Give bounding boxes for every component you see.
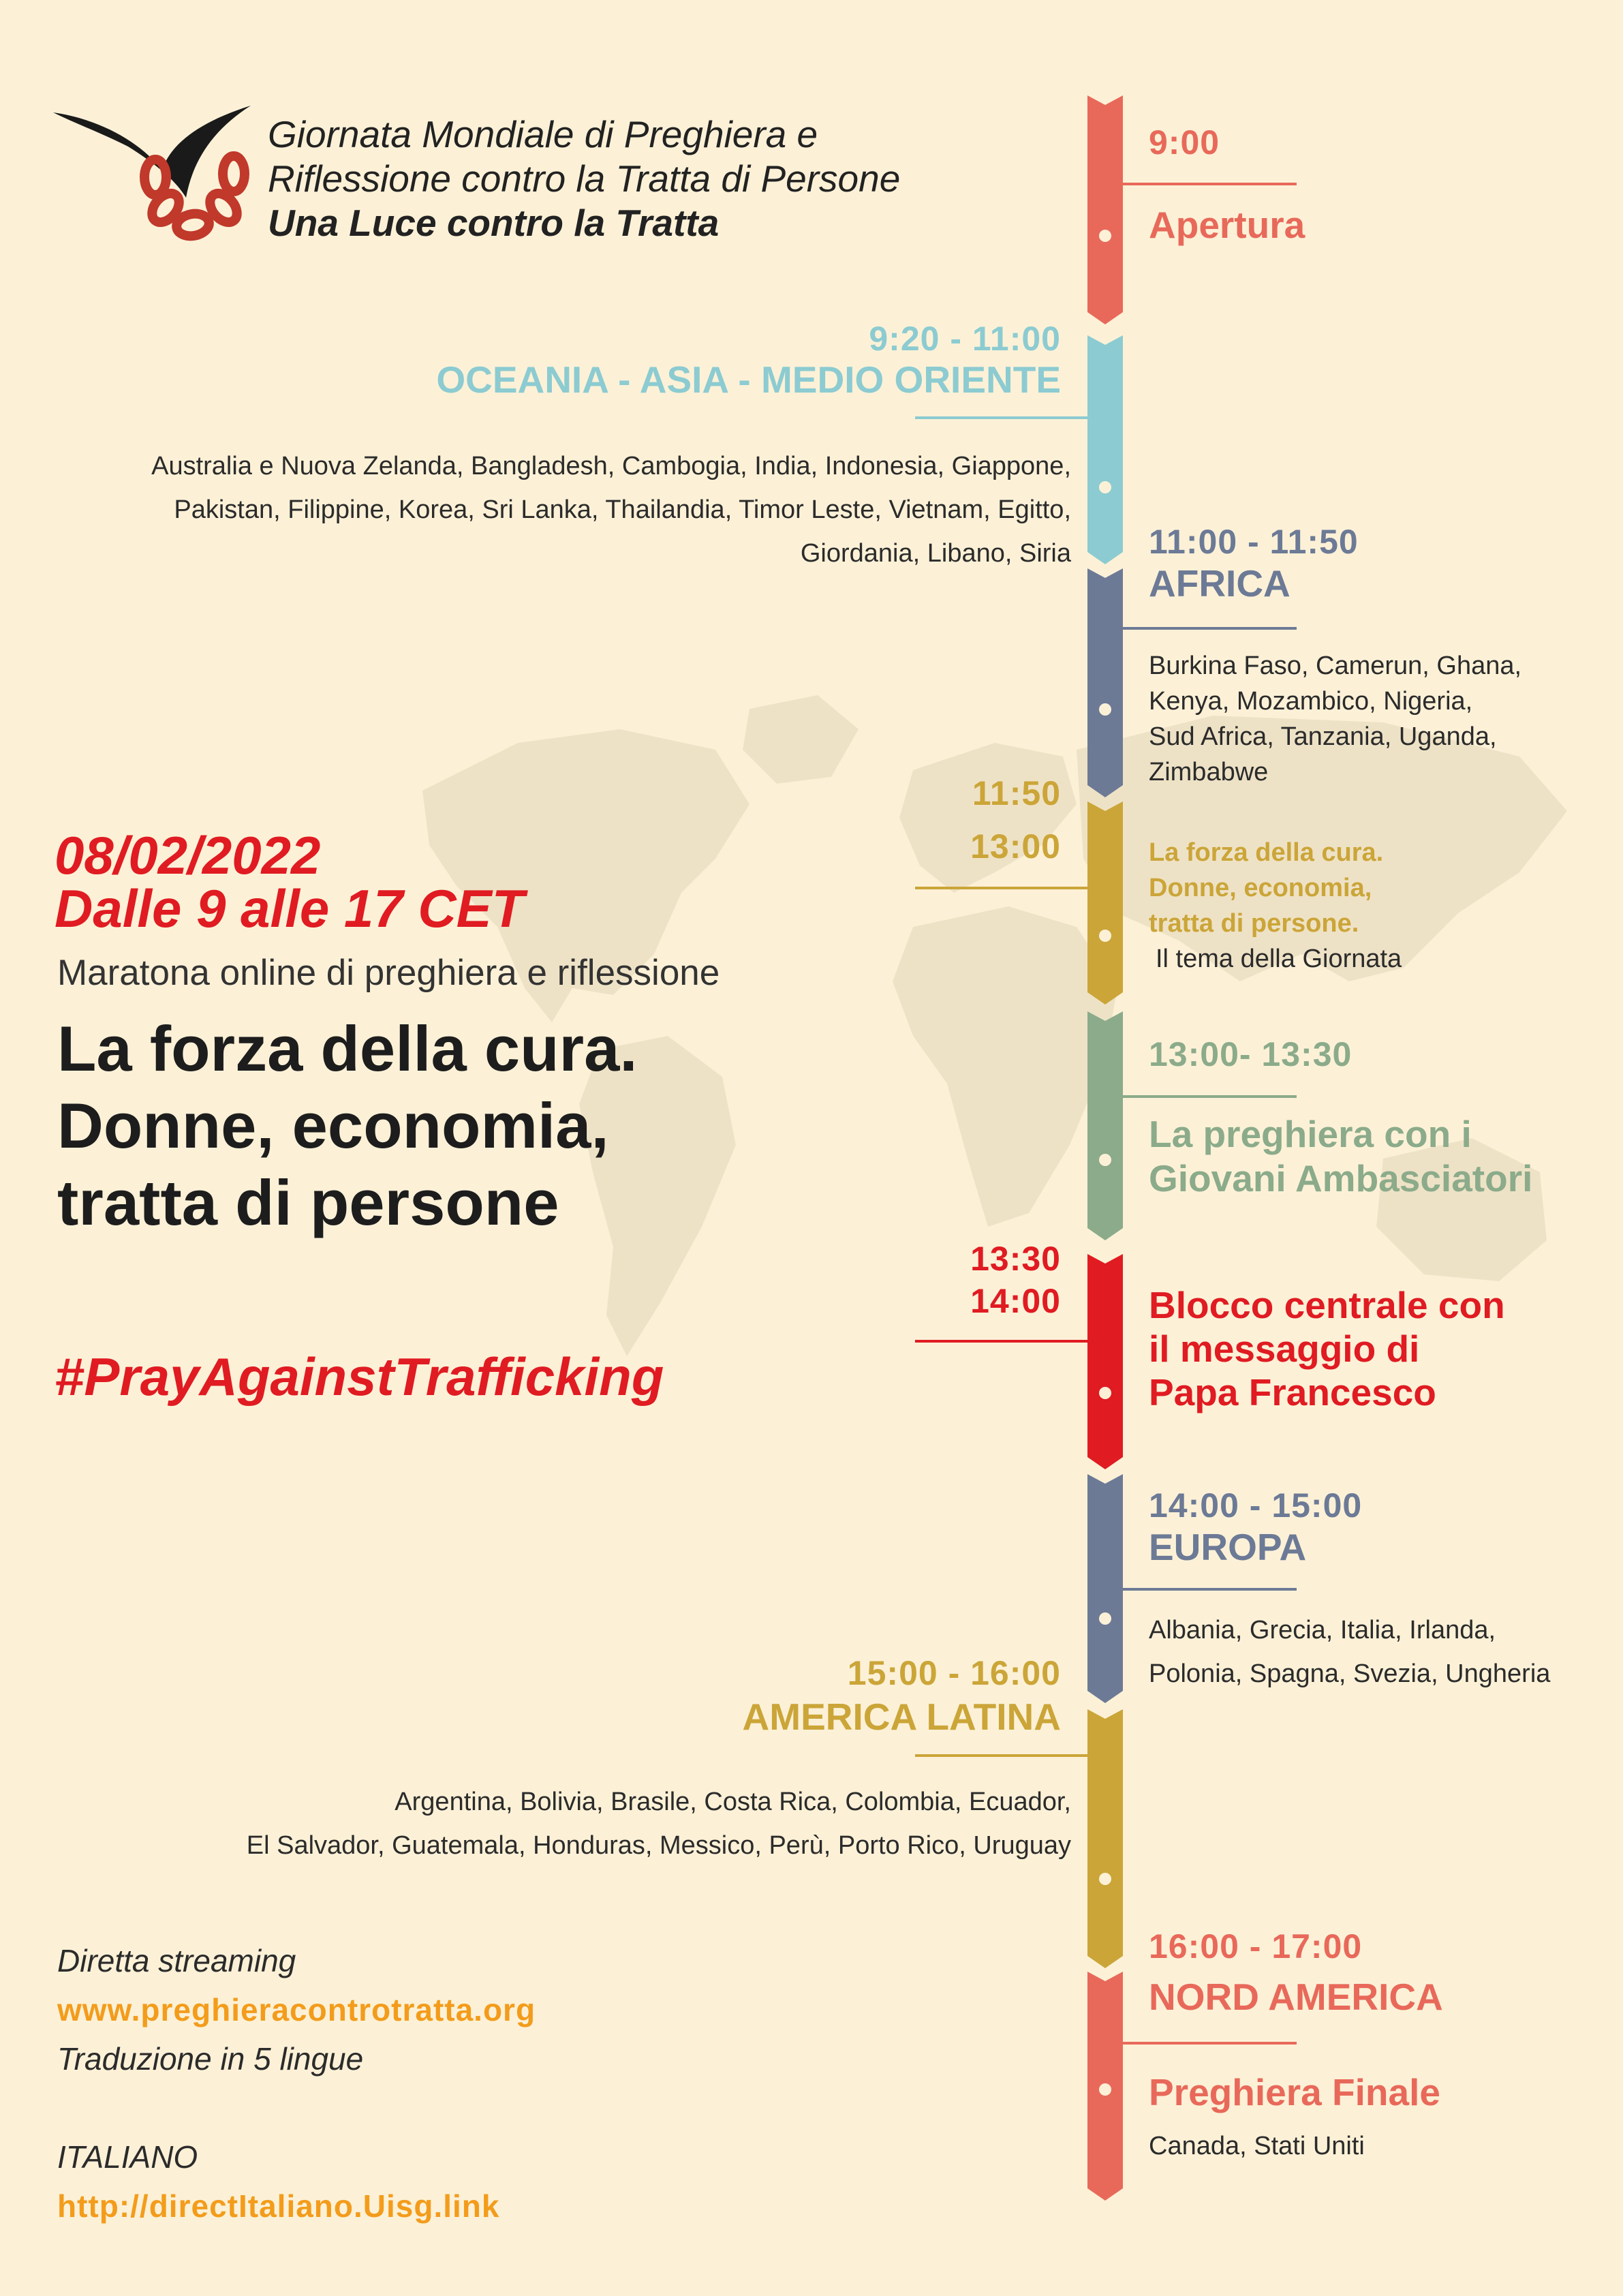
oceania-time: 9:20 - 11:00 xyxy=(869,320,1061,358)
timeline-dot xyxy=(1099,703,1111,716)
europe-countries-line: Polonia, Spagna, Svezia, Ungheria xyxy=(1149,1659,1551,1688)
event-date: 08/02/2022 xyxy=(55,825,321,885)
latam-countries-line: El Salvador, Guatemala, Honduras, Messico, Perù, Porto Rico, Uruguay xyxy=(246,1831,1071,1860)
africa-time: 11:00 - 11:50 xyxy=(1149,523,1359,561)
connector-line xyxy=(1123,1095,1297,1098)
hashtag: #PrayAgainstTrafficking xyxy=(55,1347,664,1407)
connector-line xyxy=(1123,1588,1297,1591)
africa-countries-line: Sud Africa, Tanzania, Uganda, xyxy=(1149,722,1497,751)
timeline-segment-central xyxy=(1087,1254,1123,1469)
language-link[interactable]: http://directItaliano.Uisg.link xyxy=(57,2188,500,2224)
oceania-countries-line: Pakistan, Filippine, Korea, Sri Lanka, Thailandia, Timor Leste, Vietnam, Egitto, xyxy=(174,495,1071,524)
europe-title: EUROPA xyxy=(1149,1526,1307,1568)
logo-bird-chain-icon xyxy=(53,106,251,256)
timeline-segment-opening xyxy=(1087,95,1123,324)
connector-line xyxy=(915,416,1087,419)
timeline-segment-africa xyxy=(1087,568,1123,797)
timeline-dot xyxy=(1099,1154,1111,1166)
africa-countries-line: Kenya, Mozambico, Nigeria, xyxy=(1149,687,1473,716)
oceania-countries-line: Giordania, Libano, Siria xyxy=(800,539,1071,568)
central-title-line: il messaggio di xyxy=(1149,1328,1420,1370)
event-hours: Dalle 9 alle 17 CET xyxy=(55,878,525,938)
timeline-dot xyxy=(1099,1873,1111,1885)
latam-time: 15:00 - 16:00 xyxy=(847,1654,1061,1692)
theme-time-start: 11:50 xyxy=(972,774,1061,812)
event-title-line: La forza della cura. xyxy=(57,1013,638,1084)
timeline-segment-europe xyxy=(1087,1474,1123,1703)
europe-time: 14:00 - 15:00 xyxy=(1149,1486,1363,1525)
event-title-line: Donne, economia, xyxy=(57,1090,609,1161)
header-title-line1: Giornata Mondiale di Preghiera e xyxy=(268,113,818,155)
header-subtitle: Una Luce contro la Tratta xyxy=(268,202,720,244)
language-label: ITALIANO xyxy=(57,2139,198,2175)
oceania-title: OCEANIA - ASIA - MEDIO ORIENTE xyxy=(436,358,1061,401)
youth-time: 13:00- 13:30 xyxy=(1149,1035,1352,1073)
connector-line xyxy=(915,1754,1087,1757)
connector-line xyxy=(915,887,1087,889)
theme-line: tratta di persone. xyxy=(1149,909,1359,938)
timeline-dot xyxy=(1099,2083,1111,2096)
timeline-segment-oceania xyxy=(1087,335,1123,564)
oceania-countries-line: Australia e Nuova Zelanda, Bangladesh, Cambogia, India, Indonesia, Giappone, xyxy=(151,452,1071,480)
website-link[interactable]: www.preghieracontrotratta.org xyxy=(57,1992,536,2027)
africa-shape xyxy=(893,906,1117,1227)
central-title-line: Blocco centrale con xyxy=(1149,1284,1505,1326)
theme-time-end: 13:00 xyxy=(970,827,1061,866)
latam-title: AMERICA LATINA xyxy=(742,1696,1061,1738)
connector-line xyxy=(1123,627,1297,630)
theme-line: Donne, economia, xyxy=(1149,874,1372,902)
timeline-dot xyxy=(1099,1387,1111,1399)
central-time-end: 14:00 xyxy=(970,1282,1061,1320)
africa-title: AFRICA xyxy=(1149,562,1290,604)
timeline-dot xyxy=(1099,230,1111,242)
youth-title-line: La preghiera con i xyxy=(1149,1113,1472,1155)
north-america-time: 16:00 - 17:00 xyxy=(1149,1927,1363,1965)
north-america-title: NORD AMERICA xyxy=(1149,1976,1443,2018)
timeline-dot xyxy=(1099,481,1111,493)
europe-countries-line: Albania, Grecia, Italia, Irlanda, xyxy=(1149,1616,1496,1644)
africa-countries-line: Zimbabwe xyxy=(1149,758,1269,786)
timeline-dot xyxy=(1099,930,1111,942)
timeline-segment-theme xyxy=(1087,801,1123,1005)
north-america-countries: Canada, Stati Uniti xyxy=(1149,2132,1365,2160)
connector-line xyxy=(1123,183,1297,185)
theme-note: Il tema della Giornata xyxy=(1156,945,1402,973)
opening-title: Apertura xyxy=(1149,204,1305,246)
timeline-segment-youth xyxy=(1087,1011,1123,1240)
timeline-segment-latam xyxy=(1087,1709,1123,1968)
connector-line xyxy=(915,1340,1087,1343)
europe-shape xyxy=(899,743,1077,893)
header-title-line2: Riflessione contro la Tratta di Persone xyxy=(268,157,901,200)
central-title-line: Papa Francesco xyxy=(1149,1371,1436,1413)
connector-line xyxy=(1123,2042,1297,2045)
opening-time: 9:00 xyxy=(1149,123,1220,162)
youth-title-line: Giovani Ambasciatori xyxy=(1149,1157,1533,1199)
event-subtitle: Maratona online di preghiera e riflessione xyxy=(57,953,720,993)
timeline-dot xyxy=(1099,1612,1111,1625)
translation-label: Traduzione in 5 lingue xyxy=(57,2041,364,2077)
central-time-start: 13:30 xyxy=(970,1240,1061,1278)
africa-countries-line: Burkina Faso, Camerun, Ghana, xyxy=(1149,652,1522,680)
final-prayer-title: Preghiera Finale xyxy=(1149,2071,1440,2113)
event-title-line: tratta di persone xyxy=(57,1167,559,1238)
latam-countries-line: Argentina, Bolivia, Brasile, Costa Rica, Colombia, Ecuador, xyxy=(395,1788,1071,1816)
theme-line: La forza della cura. xyxy=(1149,838,1384,867)
streaming-label: Diretta streaming xyxy=(57,1943,296,1978)
greenland-shape xyxy=(743,695,859,784)
